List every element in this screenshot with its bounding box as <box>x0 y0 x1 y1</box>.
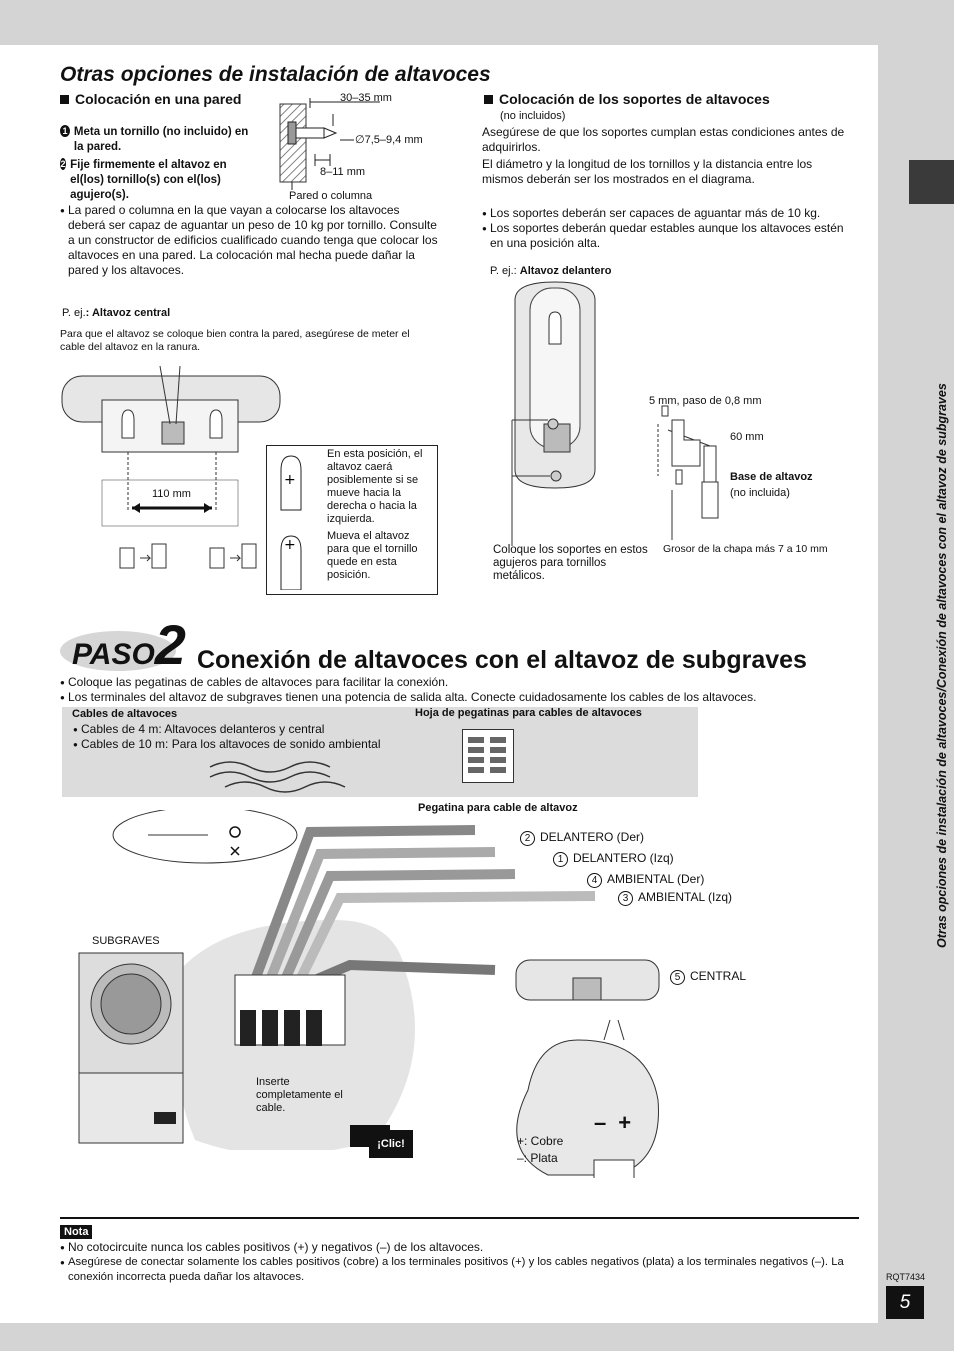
front-speaker-stand-diagram <box>490 280 720 550</box>
center-speaker-back-diagram <box>60 360 285 580</box>
click-badge: ¡Clic! <box>369 1130 413 1158</box>
screw-diameter-label: ∅7,5–9,4 mm <box>355 134 423 146</box>
subwoofer-icon <box>78 952 190 1146</box>
base-note: (no incluida) <box>730 487 790 499</box>
base-label: Base de altavoz <box>730 471 813 483</box>
channel-front-left: 1 DELANTERO (Izq) <box>553 851 674 867</box>
note-divider <box>60 1217 859 1219</box>
stands-conditions: ● Los soportes deberán ser capaces de aguantar más de 10 kg. ● Los soportes deberán quedar estables aunque los altavoces estén en una posición alta. <box>482 206 852 251</box>
section-title: Otras opciones de instalación de altavoces <box>60 63 491 86</box>
screw-spec-label: 5 mm, paso de 0,8 mm <box>649 395 762 407</box>
wall-example: P. ej.: Altavoz central <box>62 307 171 319</box>
good-position-text: Mueva el altavoz para que el tornillo quede en esta posición. <box>327 530 418 581</box>
silver-label: –: Plata <box>517 1151 558 1165</box>
stands-para2: El diámetro y la longitud de los tornillos y la distancia entre los mismos deberán ser los mostrados en el diagrama. <box>482 157 813 186</box>
channel-surround-left: 3 AMBIENTAL (Izq) <box>618 890 732 906</box>
screw-position-box <box>266 445 438 595</box>
wall-example-note: Para que el altavoz se coloque bien contra la pared, asegúrese de meter el cable del altavoz en la ranura. <box>60 328 410 353</box>
sticker-label: Pegatina para cable de altavoz <box>418 802 578 814</box>
step-bullets: ● Coloque las pegatinas de cables de altavoces para facilitar la conexión. ● Los terminales del altavoz de subgraves tienen una potencia de salida alta. Conecte cuidadosamente los cables de los altavoces. <box>60 675 860 705</box>
holes-label: Coloque los soportes en estos agujeros para tornillos metálicos. <box>493 544 648 582</box>
bad-position-text: En esta posición, el altavoz caerá posiblemente si se mueve hacia la derecha o hacia la izquierda. <box>327 448 423 525</box>
sticker-sheet-icon <box>462 729 514 783</box>
copper-label: +: Cobre <box>517 1134 564 1148</box>
plate-label: Grosor de la chapa más 7 a 10 mm <box>663 543 828 555</box>
cables-illustration <box>205 755 355 795</box>
svg-text:+: + <box>284 472 296 488</box>
subwoofer-label: SUBGRAVES <box>92 935 160 947</box>
channel-surround-right: 4 AMBIENTAL (Der) <box>587 872 704 888</box>
keyhole-positions-icon <box>271 450 327 590</box>
sticker-sheet-heading: Hoja de pegatinas para cables de altavoces <box>415 707 642 719</box>
wall-label: Pared o columna <box>289 190 373 202</box>
center-speaker-icon <box>515 958 660 1002</box>
screw-gap-label: 8–11 mm <box>320 166 366 178</box>
wall-heading: Colocación en una pared <box>60 91 241 107</box>
note-list: ● No cotocircuite nunca los cables positivos (+) y negativos (–) de los altavoces. ● Asegúrese de conectar solamente los cables positivos (cobre) a los terminales positivos (+) y los cables negativos (plata) a los terminales negativos (–). La conexión incorrecta pueda dañar los altavoces. <box>60 1240 860 1285</box>
stands-example: P. ej.: Altavoz delantero <box>490 265 612 277</box>
cables-heading: Cables de altavoces <box>72 708 178 720</box>
polarity-signs: –+ <box>594 1110 644 1135</box>
wall-warning: ● La pared o columna en la que vayan a colocarse los altavoces deberá ser capaz de aguantar un peso de 10 kg por tornillo. Consulte a un constructor de edificios cualificado cuando tenga que colocar los altavoces en una pared. La colocación mal hecha puede dañar la pared y los altavoces. <box>60 203 440 278</box>
channel-front-right: 2 DELANTERO (Der) <box>520 830 644 846</box>
side-chapter-label: Otras opciones de instalación de altavoces/Conexión de altavoces con el altavoz de subgraves <box>935 383 949 948</box>
stands-not-included: (no incluidos) <box>500 110 566 122</box>
side-tab-marker <box>909 160 954 204</box>
screw-spacing-label: 60 mm <box>730 431 764 443</box>
cables-list: ● Cables de 4 m: Altavoces delanteros y central ● Cables de 10 m: Para los altavoces de sonido ambiental <box>73 722 413 752</box>
stands-heading: Colocación de los soportes de altavoces <box>484 91 770 107</box>
step-title: Conexión de altavoces con el altavoz de subgraves <box>197 646 807 674</box>
insert-instruction: Inserte completamente el cable. <box>256 1076 343 1114</box>
page-number: 5 <box>886 1286 924 1319</box>
step-label: PASO2 <box>72 613 186 676</box>
channel-center: 5 CENTRAL <box>670 969 746 985</box>
wall-steps: 1 Meta un tornillo (no incluido) en la pared. 2 Fije firmemente el altavoz en el(los) tornillo(s) con el(los) agujero(s). <box>60 126 249 201</box>
note-label: Nota <box>60 1222 92 1240</box>
document-code: RQT7434 <box>886 1272 926 1282</box>
stands-para1: Asegúrese de que los soportes cumplan estas condiciones antes de adquirirlos. <box>482 125 845 154</box>
screw-length-label: 30–35 mm <box>340 92 392 104</box>
hole-distance-label: 110 mm <box>152 488 191 500</box>
svg-text:+: + <box>284 537 296 553</box>
